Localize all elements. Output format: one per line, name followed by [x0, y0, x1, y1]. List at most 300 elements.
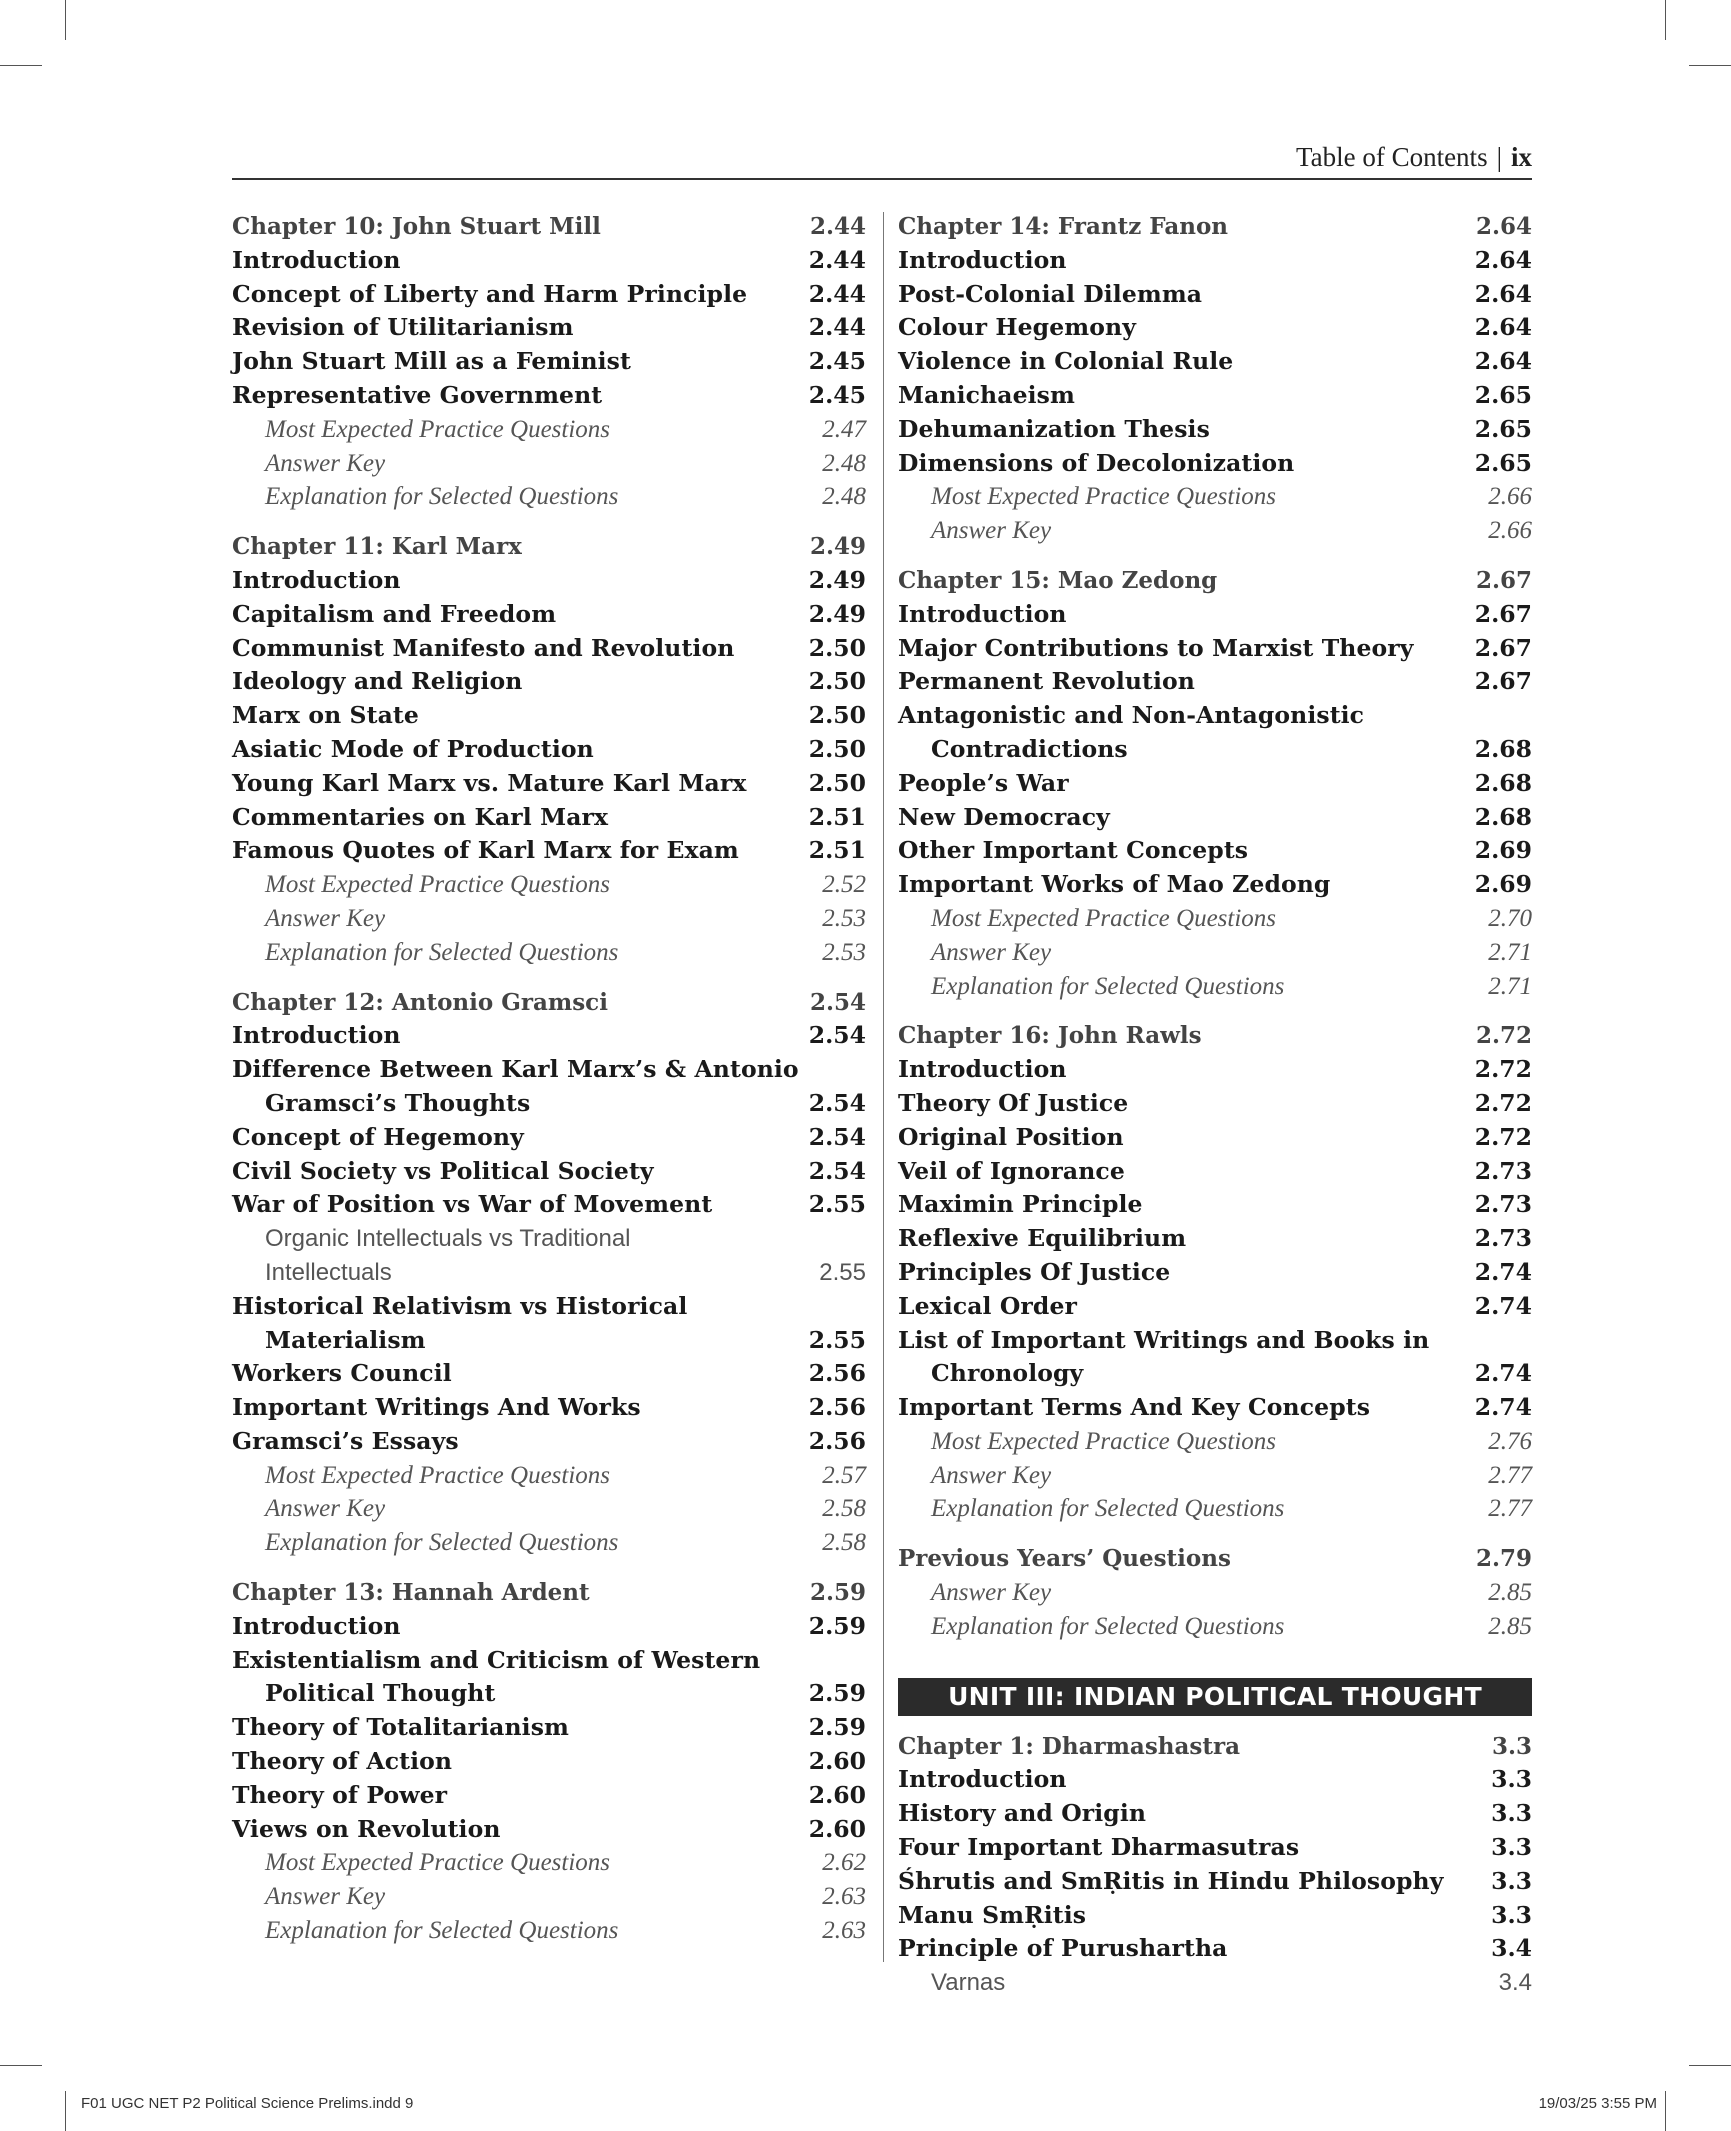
toc-entry-page-number: 2.49 — [809, 533, 866, 561]
toc-entry-page-number: 2.72 — [1474, 1088, 1532, 1117]
toc-section-entry[interactable] — [898, 1155, 1532, 1189]
toc-section-entry[interactable] — [232, 1357, 866, 1391]
toc-entry-title: Post-Colonial Dilemma — [898, 279, 1203, 308]
toc-section-entry[interactable] — [232, 564, 866, 598]
toc-entry-title: Civil Society vs Political Society — [232, 1156, 654, 1185]
toc-section-entry[interactable] — [232, 1188, 866, 1222]
toc-section-entry-continued[interactable] — [232, 1087, 866, 1121]
toc-entry-title: Lexical Order — [898, 1291, 1077, 1320]
toc-entry-title: Workers Council — [232, 1359, 452, 1388]
toc-chapter-entry[interactable] — [898, 1019, 1532, 1053]
toc-entry-title: Introduction — [898, 1055, 1067, 1084]
toc-entry-page-number: 2.52 — [822, 871, 866, 899]
toc-subsection-entry[interactable] — [232, 413, 866, 447]
toc-section-entry[interactable] — [898, 1763, 1532, 1797]
toc-entry-title: History and Origin — [898, 1799, 1147, 1828]
toc-entry-title: Answer Key — [265, 1883, 386, 1911]
toc-entry-page-number: 2.44 — [808, 313, 866, 342]
toc-entry-title: Explanation for Selected Questions — [265, 1529, 619, 1557]
toc-section-entry[interactable] — [898, 379, 1532, 413]
toc-entry-page-number: 2.69 — [1474, 870, 1532, 899]
toc-entry-title: Concept of Liberty and Harm Principle — [232, 279, 748, 308]
toc-entry-title: Theory of Totalitarianism — [232, 1713, 570, 1742]
toc-section-entry[interactable] — [232, 598, 866, 632]
toc-subsection-entry[interactable] — [232, 936, 866, 970]
toc-subsection-entry[interactable] — [898, 514, 1532, 548]
toc-entry-page-number: 2.48 — [822, 483, 866, 511]
toc-entry-title: Existentialism and Criticism of Western — [232, 1645, 761, 1674]
toc-entry-title: Introduction — [232, 1611, 401, 1640]
toc-entry-title: Theory of Power — [232, 1780, 448, 1809]
toc-entry-page-number: 3.3 — [1491, 1732, 1532, 1760]
toc-section-entry[interactable] — [232, 1711, 866, 1745]
toc-entry-page-number: 2.70 — [1488, 904, 1532, 932]
toc-subsection-entry[interactable] — [232, 868, 866, 902]
toc-entry-page-number: 3.4 — [1491, 1934, 1532, 1963]
toc-entry-page-number: 3.3 — [1491, 1799, 1532, 1828]
toc-entry-page-number: 2.62 — [822, 1849, 866, 1877]
toc-subsection-entry[interactable] — [232, 1846, 866, 1880]
toc-entry-page-number: 2.66 — [1488, 483, 1532, 511]
toc-entry-page-number: 2.51 — [808, 802, 866, 831]
toc-section-entry[interactable] — [898, 1256, 1532, 1290]
toc-entry-title: Chapter 14: Frantz Fanon — [898, 213, 1229, 240]
toc-entry-title: Principles Of Justice — [898, 1257, 1171, 1286]
toc-entry-page-number: 2.64 — [1474, 245, 1532, 274]
toc-entry-title: Views on Revolution — [232, 1814, 501, 1843]
footer-timestamp: 19/03/25 3:55 PM — [1538, 2095, 1657, 2112]
toc-entry-page-number: 2.85 — [1488, 1579, 1532, 1607]
toc-entry-page-number: 2.79 — [1475, 1545, 1532, 1573]
toc-entry-page-number: 2.55 — [808, 1190, 866, 1219]
toc-entry-page-number: 2.76 — [1488, 1427, 1532, 1455]
toc-right-column — [898, 210, 1532, 2000]
toc-section-entry[interactable] — [898, 311, 1532, 345]
toc-entry-title: Major Contributions to Marxist Theory — [898, 633, 1414, 662]
toc-entry-page-number: 2.60 — [808, 1747, 866, 1776]
toc-entry-title: Colour Hegemony — [898, 313, 1136, 342]
toc-entry-title: Representative Government — [232, 380, 603, 409]
toc-entry-title: Important Terms And Key Concepts — [898, 1393, 1371, 1422]
toc-entry-page-number: 2.56 — [808, 1359, 866, 1388]
toc-entry-title: Dimensions of Decolonization — [898, 448, 1295, 477]
toc-entry-title: Materialism — [265, 1325, 426, 1354]
toc-entry-title: Chapter 16: John Rawls — [898, 1022, 1202, 1050]
toc-section-entry[interactable] — [898, 801, 1532, 835]
toc-subsection-entry[interactable] — [232, 447, 866, 481]
toc-entry-title: Most Expected Practice Questions — [265, 415, 611, 443]
toc-entry-title: Explanation for Selected Questions — [931, 972, 1285, 1000]
toc-section-entry[interactable] — [898, 598, 1532, 632]
toc-entry-page-number: 2.65 — [1474, 448, 1532, 477]
toc-entry-page-number: 2.67 — [1474, 667, 1532, 696]
toc-section-entry[interactable] — [232, 345, 866, 379]
toc-entry-page-number: 2.50 — [808, 701, 866, 730]
toc-entry-title: Difference Between Karl Marx’s & Antonio — [232, 1055, 799, 1084]
toc-section-entry[interactable] — [232, 244, 866, 278]
toc-subsection-entry[interactable] — [898, 1966, 1532, 2000]
toc-entry-title: Political Thought — [265, 1679, 496, 1708]
toc-entry-page-number: 2.53 — [822, 938, 866, 966]
toc-entry-page-number: 2.45 — [808, 347, 866, 376]
toc-entry-title: Organic Intellectuals vs Traditional — [265, 1225, 631, 1253]
toc-entry-title: Manichaeism — [898, 380, 1075, 409]
toc-section-entry[interactable] — [898, 244, 1532, 278]
toc-entry-page-number: 2.50 — [808, 667, 866, 696]
toc-entry-title: Introduction — [232, 1021, 401, 1050]
toc-left-column — [232, 210, 866, 1948]
toc-entry-title: Antagonistic and Non-Antagonistic — [898, 701, 1365, 730]
header-page-number: ix — [1510, 142, 1532, 172]
toc-entry-title: Theory of Action — [232, 1747, 453, 1776]
toc-entry-page-number: 3.3 — [1491, 1833, 1532, 1862]
toc-section-entry[interactable] — [898, 868, 1532, 902]
toc-section-entry[interactable] — [232, 1745, 866, 1779]
toc-section-entry[interactable] — [898, 1797, 1532, 1831]
toc-entry-page-number: 2.74 — [1474, 1359, 1532, 1388]
toc-entry-title: Introduction — [232, 565, 401, 594]
toc-entry-page-number: 2.68 — [1474, 734, 1532, 763]
toc-entry-title: Answer Key — [931, 1461, 1052, 1489]
toc-entry-page-number: 2.48 — [822, 449, 866, 477]
toc-entry-page-number: 2.73 — [1474, 1224, 1532, 1253]
toc-entry-title: Most Expected Practice Questions — [265, 1461, 611, 1489]
toc-entry-title: Other Important Concepts — [898, 836, 1249, 865]
toc-entry-page-number: 2.44 — [809, 213, 866, 240]
toc-entry-title: New Democracy — [898, 802, 1110, 831]
toc-entry-page-number: 3.3 — [1491, 1866, 1532, 1895]
toc-section-entry[interactable] — [898, 665, 1532, 699]
toc-entry-page-number: 2.59 — [808, 1679, 866, 1708]
toc-section-entry[interactable] — [898, 699, 1532, 733]
toc-section-entry[interactable] — [898, 413, 1532, 447]
toc-section-entry[interactable] — [898, 632, 1532, 666]
toc-entry-page-number: 2.60 — [808, 1814, 866, 1843]
toc-section-entry[interactable] — [898, 1188, 1532, 1222]
toc-entry-page-number: 2.63 — [822, 1883, 866, 1911]
toc-entry-title: Answer Key — [265, 904, 386, 932]
toc-section-entry[interactable] — [232, 699, 866, 733]
toc-subsection-entry[interactable] — [232, 902, 866, 936]
toc-entry-page-number: 2.45 — [808, 380, 866, 409]
toc-subsection-entry[interactable] — [232, 1880, 866, 1914]
toc-entry-page-number: 2.59 — [809, 1579, 866, 1607]
toc-entry-page-number: 2.58 — [822, 1495, 866, 1523]
toc-entry-page-number: 2.59 — [808, 1611, 866, 1640]
header-rule — [232, 178, 1532, 180]
toc-entry-page-number: 2.67 — [1474, 633, 1532, 662]
toc-entry-title: Original Position — [898, 1122, 1124, 1151]
toc-section-entry[interactable] — [232, 632, 866, 666]
toc-entry-title: Most Expected Practice Questions — [931, 904, 1277, 932]
toc-entry-title: Chapter 13: Hannah Ardent — [232, 1579, 590, 1607]
toc-section-entry[interactable] — [232, 1644, 866, 1678]
toc-section-entry[interactable] — [898, 1324, 1532, 1358]
toc-chapter-entry[interactable] — [898, 1730, 1532, 1764]
toc-entry-page-number: 2.54 — [808, 1088, 866, 1117]
toc-entry-title: Asiatic Mode of Production — [232, 734, 594, 763]
toc-entry-title: Contradictions — [931, 734, 1128, 763]
toc-entry-title: Concept of Hegemony — [232, 1122, 524, 1151]
toc-chapter-entry[interactable] — [232, 210, 866, 244]
toc-entry-title: Most Expected Practice Questions — [265, 1849, 611, 1877]
toc-entry-page-number: 2.74 — [1474, 1257, 1532, 1286]
unit-heading: UNIT III: INDIAN POLITICAL THOUGHT — [898, 1678, 1532, 1716]
toc-subsection-entry[interactable] — [898, 1459, 1532, 1493]
toc-entry-title: Important Works of Mao Zedong — [898, 870, 1331, 899]
toc-entry-page-number: 2.54 — [808, 1122, 866, 1151]
toc-entry-title: Marx on State — [232, 701, 419, 730]
toc-section-entry[interactable] — [232, 1391, 866, 1425]
toc-subsection-entry[interactable] — [232, 1222, 866, 1256]
toc-entry-page-number: 2.67 — [1474, 599, 1532, 628]
crop-mark — [1689, 2065, 1731, 2066]
toc-section-entry[interactable] — [898, 1899, 1532, 1933]
toc-entry-title: Capitalism and Freedom — [232, 599, 557, 628]
toc-entry-title: Answer Key — [265, 1495, 386, 1523]
toc-section-entry[interactable] — [898, 834, 1532, 868]
toc-entry-title: Explanation for Selected Questions — [265, 938, 619, 966]
toc-entry-title: Principle of Purushartha — [898, 1934, 1228, 1963]
toc-entry-page-number: 2.58 — [822, 1529, 866, 1557]
toc-subsection-entry[interactable] — [232, 1492, 866, 1526]
toc-entry-title: Ideology and Religion — [232, 667, 523, 696]
toc-entry-page-number: 2.77 — [1488, 1461, 1532, 1489]
toc-section-entry[interactable] — [232, 379, 866, 413]
toc-section-entry[interactable] — [898, 1831, 1532, 1865]
toc-subsection-entry[interactable] — [898, 1425, 1532, 1459]
toc-entry-page-number: 3.3 — [1491, 1900, 1532, 1929]
toc-entry-page-number: 2.68 — [1474, 768, 1532, 797]
toc-entry-page-number: 2.67 — [1475, 566, 1532, 594]
toc-section-entry-continued[interactable] — [232, 1324, 866, 1358]
toc-entry-page-number: 2.74 — [1474, 1291, 1532, 1320]
crop-mark — [1665, 0, 1666, 40]
toc-entry-title: Famous Quotes of Karl Marx for Exam — [232, 836, 739, 865]
toc-section-entry[interactable] — [232, 1019, 866, 1053]
toc-entry-page-number: 2.73 — [1474, 1156, 1532, 1185]
toc-entry-page-number: 2.54 — [809, 988, 866, 1016]
toc-entry-title: Theory Of Justice — [898, 1088, 1129, 1117]
toc-section-entry[interactable] — [898, 345, 1532, 379]
toc-chapter-entry[interactable] — [232, 986, 866, 1020]
toc-subsection-entry[interactable] — [232, 1914, 866, 1948]
toc-entry-page-number: 2.53 — [822, 904, 866, 932]
toc-entry-page-number: 2.64 — [1474, 347, 1532, 376]
toc-section-entry[interactable] — [232, 311, 866, 345]
toc-entry-title: Explanation for Selected Questions — [931, 1495, 1285, 1523]
toc-entry-title: Revision of Utilitarianism — [232, 313, 574, 342]
toc-entry-page-number: 2.66 — [1488, 517, 1532, 545]
toc-entry-page-number: 2.57 — [822, 1461, 866, 1489]
toc-chapter-entry[interactable] — [232, 1576, 866, 1610]
toc-entry-page-number: 2.64 — [1475, 213, 1532, 240]
toc-entry-page-number: 2.73 — [1474, 1190, 1532, 1219]
toc-entry-title: List of Important Writings and Books in — [898, 1325, 1430, 1354]
toc-entry-title: Previous Years’ Questions — [898, 1545, 1231, 1573]
toc-entry-page-number: 2.72 — [1475, 1022, 1532, 1050]
toc-entry-title: Introduction — [898, 245, 1067, 274]
toc-entry-title: Most Expected Practice Questions — [931, 1427, 1277, 1455]
toc-entry-page-number: 2.56 — [808, 1393, 866, 1422]
toc-section-entry[interactable] — [898, 278, 1532, 312]
toc-entry-title: Chronology — [931, 1359, 1084, 1388]
toc-entry-title: Young Karl Marx vs. Mature Karl Marx — [232, 768, 747, 797]
toc-entry-page-number: 2.64 — [1474, 313, 1532, 342]
toc-entry-title: Communist Manifesto and Revolution — [232, 633, 735, 662]
toc-entry-title: Śhrutis and SmṚitis in Hindu Philosophy — [898, 1866, 1444, 1895]
toc-entry-title: Manu SmṚitis — [898, 1900, 1087, 1929]
toc-entry-title: Answer Key — [931, 1579, 1052, 1607]
toc-section-entry[interactable] — [232, 733, 866, 767]
toc-chapter-entry[interactable] — [232, 530, 866, 564]
toc-entry-page-number: 2.85 — [1488, 1612, 1532, 1640]
toc-entry-page-number: 3.3 — [1491, 1765, 1532, 1794]
toc-entry-page-number: 2.49 — [808, 565, 866, 594]
toc-entry-title: Chapter 15: Mao Zedong — [898, 566, 1218, 594]
toc-entry-title: People’s War — [898, 768, 1069, 797]
toc-entry-page-number: 2.54 — [808, 1156, 866, 1185]
toc-entry-page-number: 2.55 — [819, 1258, 866, 1286]
toc-entry-title: Answer Key — [931, 517, 1052, 545]
toc-entry-page-number: 2.44 — [808, 245, 866, 274]
toc-section-entry[interactable] — [232, 665, 866, 699]
toc-entry-page-number: 2.64 — [1474, 279, 1532, 308]
toc-entry-title: Dehumanization Thesis — [898, 414, 1210, 443]
toc-entry-title: Violence in Colonial Rule — [898, 347, 1234, 376]
toc-entry-title: Introduction — [898, 1765, 1067, 1794]
toc-entry-title: Chapter 11: Karl Marx — [232, 533, 522, 561]
toc-entry-title: Explanation for Selected Questions — [265, 1917, 619, 1945]
toc-entry-page-number: 2.74 — [1474, 1393, 1532, 1422]
toc-section-entry[interactable] — [898, 1391, 1532, 1425]
toc-section-entry[interactable] — [898, 447, 1532, 481]
toc-section-entry-continued[interactable] — [898, 1357, 1532, 1391]
toc-section-entry-continued[interactable] — [898, 733, 1532, 767]
toc-section-entry[interactable] — [232, 1813, 866, 1847]
toc-entry-page-number: 2.65 — [1474, 380, 1532, 409]
toc-entry-page-number: 2.63 — [822, 1917, 866, 1945]
toc-entry-title: Important Writings And Works — [232, 1393, 641, 1422]
crop-mark — [65, 2091, 66, 2131]
running-header — [232, 142, 1532, 178]
toc-section-entry[interactable] — [898, 1121, 1532, 1155]
toc-entry-page-number: 2.50 — [808, 633, 866, 662]
toc-subsection-entry[interactable] — [232, 1526, 866, 1560]
toc-entry-page-number: 2.72 — [1474, 1122, 1532, 1151]
toc-section-entry[interactable] — [898, 1222, 1532, 1256]
toc-chapter-entry[interactable] — [898, 564, 1532, 598]
toc-entry-title: Chapter 1: Dharmashastra — [898, 1732, 1240, 1760]
toc-entry-title: Answer Key — [931, 938, 1052, 966]
toc-entry-title: Permanent Revolution — [898, 667, 1195, 696]
toc-entry-title: Gramsci’s Thoughts — [265, 1088, 531, 1117]
crop-mark — [1689, 65, 1731, 66]
toc-section-entry[interactable] — [232, 1425, 866, 1459]
toc-chapter-entry[interactable] — [898, 1542, 1532, 1576]
toc-entry-title: Commentaries on Karl Marx — [232, 802, 609, 831]
toc-entry-page-number: 2.50 — [808, 768, 866, 797]
toc-entry-page-number: 2.68 — [1474, 802, 1532, 831]
toc-entry-title: Varnas — [931, 1969, 1006, 1997]
toc-entry-page-number: 2.49 — [808, 599, 866, 628]
toc-section-entry-continued[interactable] — [232, 1677, 866, 1711]
toc-section-entry[interactable] — [898, 1290, 1532, 1324]
toc-entry-title: Chapter 10: John Stuart Mill — [232, 213, 601, 240]
toc-entry-title: Most Expected Practice Questions — [931, 483, 1277, 511]
toc-section-entry[interactable] — [898, 1053, 1532, 1087]
toc-entry-page-number: 2.77 — [1488, 1495, 1532, 1523]
toc-entry-title: Introduction — [898, 599, 1067, 628]
toc-subsection-entry[interactable] — [898, 1610, 1532, 1644]
toc-subsection-entry[interactable] — [898, 902, 1532, 936]
toc-subsection-entry-continued[interactable] — [232, 1256, 866, 1290]
toc-subsection-entry[interactable] — [898, 1492, 1532, 1526]
toc-subsection-entry[interactable] — [232, 480, 866, 514]
toc-entry-page-number: 2.56 — [808, 1426, 866, 1455]
toc-section-entry[interactable] — [232, 767, 866, 801]
toc-entry-title: Four Important Dharmasutras — [898, 1833, 1300, 1862]
crop-mark — [0, 65, 42, 66]
toc-section-entry[interactable] — [232, 1155, 866, 1189]
toc-entry-page-number: 2.44 — [808, 279, 866, 308]
toc-entry-page-number: 2.55 — [808, 1325, 866, 1354]
toc-entry-title: Maximin Principle — [898, 1190, 1143, 1219]
toc-entry-page-number: 2.59 — [808, 1713, 866, 1742]
toc-entry-title: Explanation for Selected Questions — [265, 483, 619, 511]
toc-section-entry[interactable] — [232, 278, 866, 312]
toc-section-entry[interactable] — [232, 801, 866, 835]
toc-entry-page-number: 2.69 — [1474, 836, 1532, 865]
header-separator: | — [1496, 142, 1502, 172]
toc-subsection-entry[interactable] — [232, 1459, 866, 1493]
toc-entry-page-number: 2.65 — [1474, 414, 1532, 443]
footer-file-name: F01 UGC NET P2 Political Science Prelims.indd 9 — [81, 2095, 414, 2112]
toc-entry-page-number: 2.51 — [808, 836, 866, 865]
toc-section-entry[interactable] — [232, 1779, 866, 1813]
toc-entry-page-number: 2.47 — [822, 415, 866, 443]
toc-section-entry[interactable] — [898, 1087, 1532, 1121]
toc-section-entry[interactable] — [232, 1053, 866, 1087]
toc-entry-title: Introduction — [232, 245, 401, 274]
toc-subsection-entry[interactable] — [898, 970, 1532, 1004]
toc-subsection-entry[interactable] — [898, 936, 1532, 970]
crop-mark — [0, 2065, 42, 2066]
toc-section-entry[interactable] — [232, 834, 866, 868]
toc-chapter-entry[interactable] — [898, 210, 1532, 244]
toc-section-entry[interactable] — [898, 1865, 1532, 1899]
toc-entry-page-number: 2.71 — [1488, 938, 1532, 966]
toc-section-entry[interactable] — [898, 767, 1532, 801]
toc-entry-page-number: 2.72 — [1474, 1055, 1532, 1084]
toc-entry-page-number: 2.60 — [808, 1780, 866, 1809]
toc-entry-title: War of Position vs War of Movement — [232, 1190, 713, 1219]
toc-entry-title: Answer Key — [265, 449, 386, 477]
toc-section-entry[interactable] — [232, 1121, 866, 1155]
toc-subsection-entry[interactable] — [898, 480, 1532, 514]
toc-section-entry[interactable] — [232, 1610, 866, 1644]
column-divider — [883, 212, 884, 1962]
toc-entry-title: Chapter 12: Antonio Gramsci — [232, 988, 608, 1016]
toc-entry-page-number: 2.54 — [808, 1021, 866, 1050]
toc-entry-title: Reflexive Equilibrium — [898, 1224, 1187, 1253]
toc-entry-title: John Stuart Mill as a Feminist — [232, 347, 631, 376]
toc-entry-page-number: 2.71 — [1488, 972, 1532, 1000]
toc-subsection-entry[interactable] — [898, 1576, 1532, 1610]
toc-section-entry[interactable] — [898, 1932, 1532, 1966]
toc-section-entry[interactable] — [232, 1290, 866, 1324]
toc-entry-title: Veil of Ignorance — [898, 1156, 1125, 1185]
